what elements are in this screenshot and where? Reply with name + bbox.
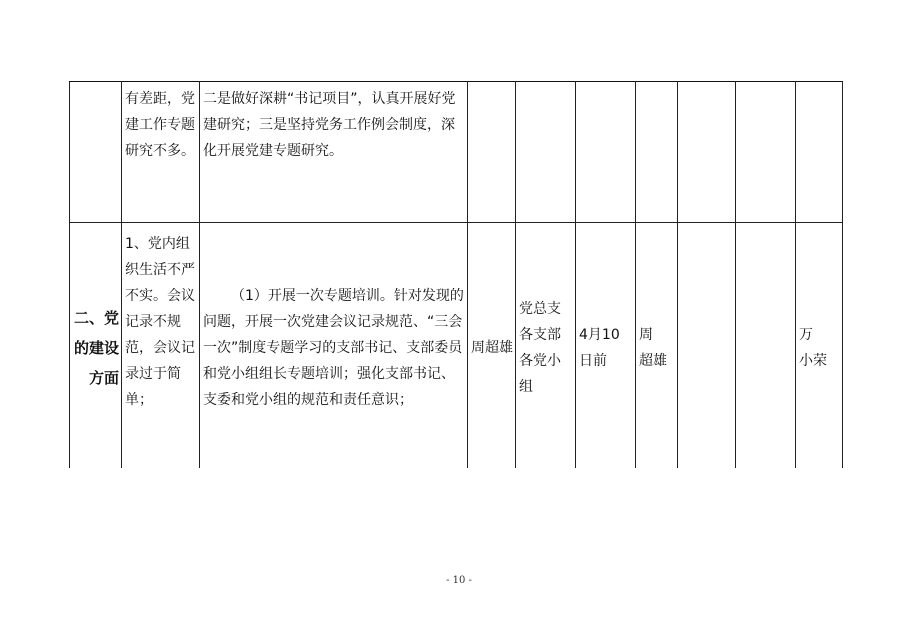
cell-measures: 二是做好深耕“书记项目”，认真开展好党建研究；三是坚持党务工作例会制度，深化开展党建专题研究。 <box>200 82 468 223</box>
cell-extra-2 <box>736 82 796 223</box>
cell-supervisor: 万 小荣 <box>796 223 843 469</box>
cell-deadline: 4月10日前 <box>576 223 636 469</box>
cell-extra-1 <box>678 223 736 469</box>
cell-measures: （1）开展一次专题培训。针对发现的问题，开展一次党建会议记录规范、“三会一次”制度专题学习的支部书记、支部委员和党小组组长专题培训；强化支部书记、支委和党小组的规范和责任意识； <box>200 223 468 469</box>
cell-problem: 有差距，党建工作专题研究不多。 <box>122 82 200 223</box>
cell-category <box>70 82 122 223</box>
cell-leader: 周超雄 <box>468 223 516 469</box>
cell-extra-1 <box>678 82 736 223</box>
cell-responsible <box>636 82 678 223</box>
rectification-table <box>69 81 843 468</box>
cell-problem: 1、党内组织生活不严不实。会议记录不规范，会议记录过于简单； <box>122 223 200 469</box>
cell-extra-2 <box>736 223 796 469</box>
cell-responsible: 周 超雄 <box>636 223 678 469</box>
cell-unit <box>516 82 576 223</box>
cell-supervisor <box>796 82 843 223</box>
cell-leader <box>468 82 516 223</box>
cell-category: 二、党的建设方面 <box>70 223 122 469</box>
cell-unit: 党总支各支部各党小组 <box>516 223 576 469</box>
cell-deadline <box>576 82 636 223</box>
table-row <box>70 82 843 223</box>
page-number: - 10 - <box>446 575 472 586</box>
table-row <box>70 223 843 469</box>
